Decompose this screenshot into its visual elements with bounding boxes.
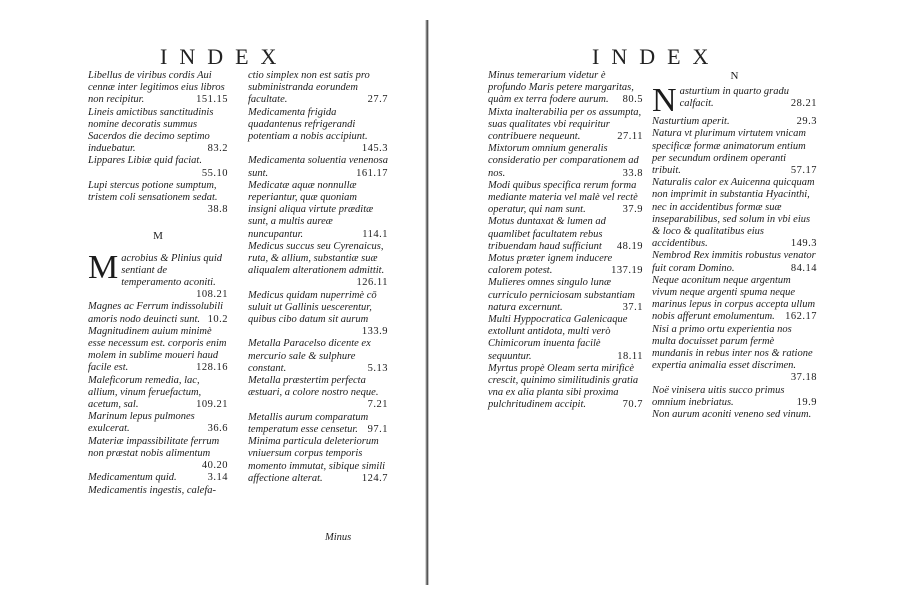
index-entry: Metallis aurum comparatum temperatum esse censetur. 97.1 — [248, 411, 388, 435]
section-letter-n: N — [730, 70, 739, 82]
right-page — [430, 0, 900, 590]
index-entry: Medicus succus seu Cyrenaicus, ruta, & allium, substantiæ suæ aliqualem alterationem admittit. 126.11 — [248, 240, 388, 289]
left-column-1 — [88, 70, 228, 497]
index-entry: Medicamenta frigida quadantenus refrigerandi potentiam a nobis accipiunt. 145.3 — [248, 106, 388, 155]
index-entry: Minus temerarium videtur è profundo Maris petere margaritas, quàm ex terra fodere aurum. 80.5 — [488, 70, 643, 106]
index-entry: Macrobius & Plinius quid sentiant de temperamento aconiti. 108.21 — [88, 248, 228, 301]
section-letter-m: M — [153, 230, 163, 243]
right-column-1 — [488, 70, 643, 412]
index-entry: Nasturtium aperit. 29.3 — [652, 116, 817, 128]
index-entry: Nembrod Rex immitis robustus venator fuit coram Domino. 84.14 — [652, 250, 817, 274]
dropcap-n: N — [652, 82, 677, 120]
index-entry: Libellus de viribus cordis Aui cennæ inter legitimos eius libros non recipitur. 151.15 — [88, 70, 228, 106]
index-entry: Lupi stercus potione sumptum, tristem coli sensationem sedat. 38.8 — [88, 179, 228, 216]
index-entry: Materiæ impassibilitate ferrum non præstat nobis alimentum 40.20 — [88, 435, 228, 472]
right-column-2 — [652, 70, 817, 421]
index-entry: Lippares Libiæ quid faciat. 55.10 — [88, 155, 228, 179]
index-entry: Natura vt plurimum virtutem vnicam specificæ formæ animatorum entium per secundum ordinem operanti tribuit. 57.17 — [652, 128, 817, 177]
index-entry: Noë vinisera uitis succo primus omnium inebriatus. 19.9 — [652, 384, 817, 408]
index-entry: Magnitudinem auium minimè esse necessum est. corporis enim molem in sublime moueri haud facile est. 128.16 — [88, 325, 228, 374]
index-entry: Medicamenta soluentia venenosa sunt. 161.17 — [248, 155, 388, 179]
dropcap-m: M — [88, 248, 119, 286]
index-entry: Medicamentis ingestis, calefa- — [88, 484, 217, 496]
index-entry: Non aurum aconiti veneno sed vinum. — [652, 409, 812, 421]
index-entry: Neque aconitum neque argentum vivum neque argenti spuma neque marinus lepus in corpus accepta ullum nobis afferunt emolumentum. 162.17 — [652, 274, 817, 323]
catchword: Minus — [325, 532, 352, 543]
index-entry: Mixta inalterabilia per os assumpta, suas qualitates vbi requiritur contribuere nequeunt. 27.11 — [488, 106, 643, 143]
index-entry: Nasturtium in quarto gradu calfacit. 28.21 — [652, 82, 817, 120]
index-entry: Metalla præstertim perfecta æstuari, a colore nostro neque. 7.21 — [248, 375, 388, 411]
index-entry: Lineis amictibus sanctitudinis nomine decoratis summus Sacerdos die decimo septimo induebatur. 83.2 — [88, 106, 228, 155]
page-title-right: INDEX — [592, 44, 721, 69]
left-page — [0, 0, 430, 590]
index-entry: Naturalis calor ex Auicenna quicquam non imprimit in substantia Hyacinthi, nec in accidentibus formæ suæ inseparabilibus, sed solum in vbi eius & loco & qualitatibus eius accidentibus. 149.3 — [652, 177, 817, 250]
index-entry: Nisi a primo ortu experientia nos multa docuisset parum fermè mundanis in rebus inter nos & ratione expertia animalia esset discrimen. 37.18 — [652, 323, 817, 384]
index-entry: Multi Hyppocratica Galenicaque extollunt antidota, multi verò Chimicorum inuenta facilè sequuntur. 18.11 — [488, 314, 643, 362]
index-entry: Maleficorum remedia, lac, allium, vinum feruefactum, acetum, sal. 109.21 — [88, 374, 228, 411]
index-entry: Marinum lepus pulmones exulcerat. 36.6 — [88, 411, 228, 435]
index-entry: Motus duntaxat & lumen ad quamlibet facultatem rebus tribuendam haud sufficiunt 48.19 — [488, 216, 643, 252]
index-entry: Magnes ac Ferrum indissolubili amoris nodo deuincti sunt. 10.2 — [88, 301, 228, 325]
index-entry: Minima particula deleteriorum vniuersum corpus temporis momento immutat, sibique simili affectione alterat. 124.7 — [248, 436, 388, 484]
index-entry: ctio simplex non est satis pro subministranda eorundem facultate. 27.7 — [248, 70, 388, 106]
index-entry: Metalla Paracelso dicente ex mercurio sale & sulphure constant. 5.13 — [248, 338, 388, 374]
index-entry: Mixtorum omnium generalis consideratio per comparationem ad nos. 33.8 — [488, 143, 643, 179]
page-title-left: INDEX — [160, 44, 289, 69]
index-entry: Medicatæ aquæ nonnullæ reperiantur, quæ quoniam insigni aliqua virtute præditæ sunt, a multis aureæ nuncupantur. 114.1 — [248, 179, 388, 240]
left-column-2 — [248, 70, 388, 485]
index-entry: Modi quibus specifica rerum forma mediante materia vel malè vel rectè operatur, qui nam sunt. 37.9 — [488, 179, 643, 216]
index-entry: Mulieres omnes singulo lunæ curriculo perniciosam substantiam natura excernunt. 37.1 — [488, 277, 643, 313]
book-gutter — [425, 20, 429, 585]
index-entry: Motus præter ignem inducere calorem potest. 137.19 — [488, 253, 643, 277]
index-entry: Medicamentum quid. 3.14 — [88, 472, 228, 484]
index-entry: Medicus quidam nuperrimè cō suluit ut Gallinis uescerentur, quibus cibo datum sit aurum 133.9 — [248, 289, 388, 338]
index-entry: Myrtus propè Oleam serta mirificè crescit, quinimo similitudinis gratia vna ex alia planta sibi proxima pulchritudinem accipit. 70.7 — [488, 362, 643, 411]
